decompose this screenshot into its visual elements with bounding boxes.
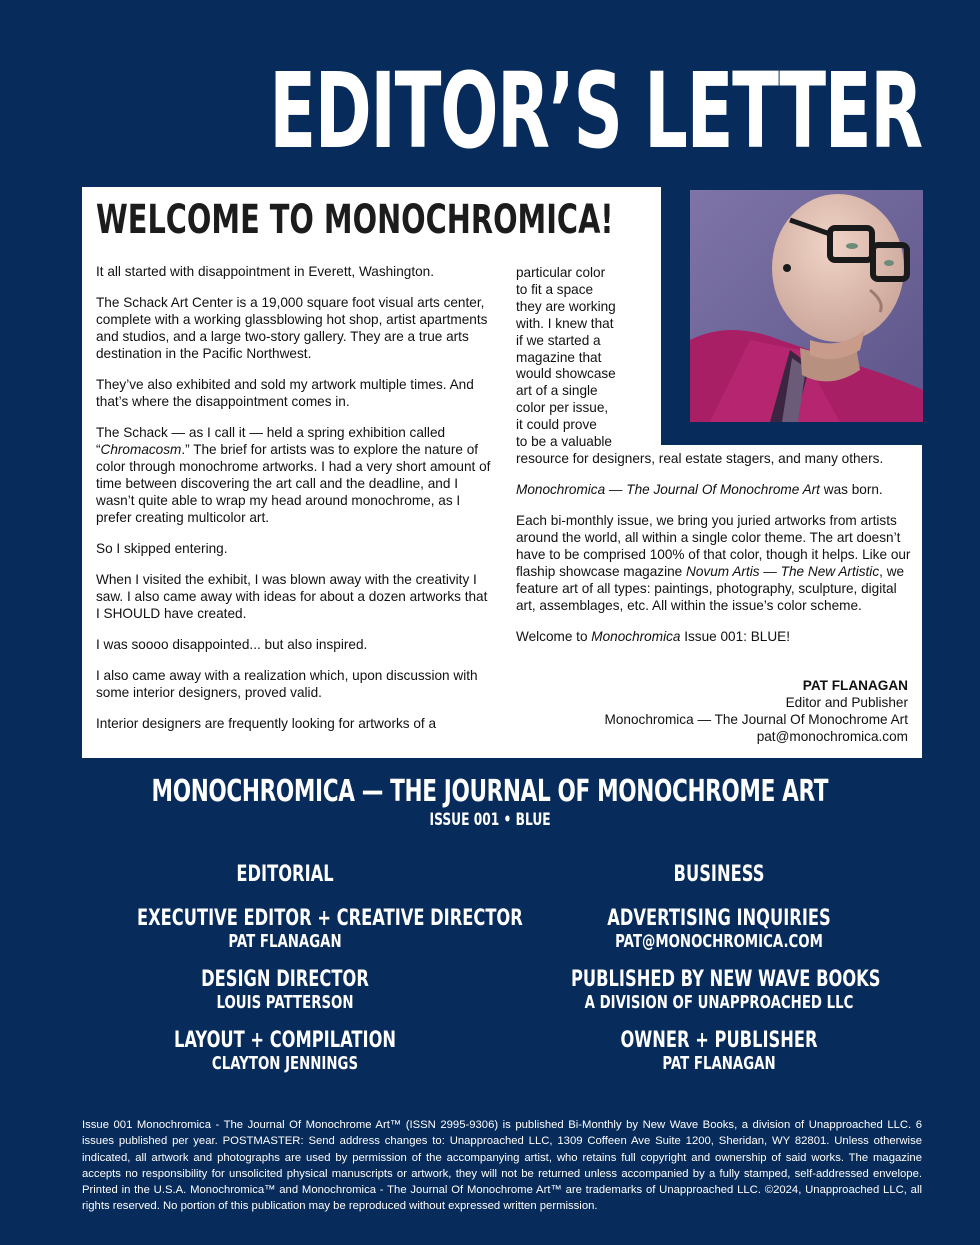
signature-email: pat@monochromica.com	[756, 729, 908, 744]
text-run: The Schack — as I call it — held a spring exhibition called “	[96, 425, 446, 457]
signature-name: PAT FLANAGAN	[802, 678, 908, 693]
masthead-title: MONOCHROMICA — THE JOURNAL OF MONOCHROME ART	[151, 774, 829, 809]
letter-paragraph: The Schack Art Center is a 19,000 square foot visual arts center, complete with a working glassblowing hot shop, artist apartments and studios, and a large two-story gallery. They are a true arts destination in the Pacific Northwest.	[96, 295, 488, 361]
credit-entry	[571, 906, 867, 953]
letter-paragraph: I was soooo disappointed... but also inspired.	[96, 637, 368, 652]
editorial-heading: EDITORIAL	[236, 862, 334, 887]
magazine-name: Novum Artis — The New Artistic	[686, 564, 880, 579]
text-line: particular color	[516, 265, 606, 280]
masthead-issue: ISSUE 001 • BLUE	[429, 810, 551, 830]
text-line: they are working	[516, 298, 616, 314]
business-credits	[519, 858, 919, 1075]
credit-role: PUBLISHED BY NEW WAVE BOOKS	[571, 967, 881, 992]
letter-heading: WELCOME TO MONOCHROMICA!	[96, 197, 614, 243]
credit-entry	[571, 1028, 867, 1075]
text-line: it could prove	[516, 417, 597, 433]
text-line: color per issue,	[516, 400, 609, 416]
credit-entry	[137, 1028, 433, 1075]
credit-name: CLAYTON JENNINGS	[211, 1053, 359, 1074]
letter-paragraph: resource for designers, real estate stagers, and many others.	[516, 451, 884, 466]
credit-name: PAT@MONOCHROMICA.COM	[615, 931, 823, 952]
text-line: with. I knew that	[516, 315, 614, 331]
editor-portrait-photo	[690, 190, 923, 422]
letter-paragraph	[96, 424, 492, 526]
credit-entry	[137, 967, 433, 1014]
text-run: was born.	[819, 482, 883, 497]
journal-name: Monochromica — The Journal Of Monochrome Art	[516, 482, 820, 497]
text-run: Issue 001: BLUE!	[680, 629, 791, 644]
letter-paragraph: When I visited the exhibit, I was blown away with the creativity I saw. I also came away with ideas for about a dozen artworks that I SHOULD have created.	[96, 572, 488, 621]
text-line: would showcase	[516, 366, 616, 382]
letter-paragraph: Interior designers are frequently looking for artworks of a	[96, 716, 437, 731]
letter-right-narrow-column	[516, 265, 666, 451]
signature-title: Editor and Publisher	[785, 695, 908, 710]
letter-paragraph: They’ve also exhibited and sold my artwork multiple times. And that’s where the disappointment comes in.	[96, 377, 474, 409]
credit-name: A DIVISION OF UNAPPROACHED LLC	[584, 992, 854, 1013]
legal-footer: Issue 001 Monochromica - The Journal Of Monochrome Art™ (ISSN 2995-9306) is published Bi-Monthly by New Wave Books, a division of Unapproached LLC. 6 issues published per year. POSTMASTER: Send address changes to: Unapproached LLC, 1309 Coffeen Ave Suite 1200, Sheridan, WY 82801. Unless otherwise indicated, all artwork and photographs are used by permission of the accompanying artist, who retains full copyright and ownership of said works. The magazine accepts no responsibility for unsolicited physical manuscripts or artwork, they will not be returned unless accompanied by a fully stamped, self-addressed envelope. Printed in the U.S.A. Monochromica™ and Monochromica - The Journal Of Monochrome Art™ are trademarks of Unapproached LLC. ©2024, Unapproached LLC, all rights reserved. No portion of this publication may be reproduced without expressed written permission.	[82, 1119, 922, 1213]
editor-letter-box	[82, 187, 922, 758]
magazine-name: Monochromica	[591, 629, 681, 644]
text-line: if we started a	[516, 332, 601, 348]
credit-name: PAT FLANAGAN	[662, 1053, 776, 1074]
text-line: to fit a space	[516, 281, 594, 297]
credit-role: ADVERTISING INQUIRIES	[607, 906, 831, 931]
credit-role: LAYOUT + COMPILATION	[173, 1028, 397, 1053]
letter-paragraph: It all started with disappointment in Everett, Washington.	[96, 264, 434, 279]
credit-entry	[571, 967, 881, 1014]
letter-paragraph: So I skipped entering.	[96, 541, 228, 556]
text-run: Welcome to	[516, 629, 592, 644]
credit-role: OWNER + PUBLISHER	[620, 1028, 818, 1053]
text-line: magazine that	[516, 349, 602, 365]
credit-entry	[137, 906, 523, 953]
letter-paragraph	[516, 628, 916, 645]
editorial-credits	[85, 858, 523, 1075]
text-run: Each bi-monthly issue, we bring you juried artworks from artists around the world, all within a single color theme. The art doesn’t have to be comprised 100% of that color, though it helps. Like our flaship showcase magazine	[516, 513, 911, 579]
credit-role: EXECUTIVE EDITOR + CREATIVE DIRECTOR	[137, 906, 523, 931]
letter-paragraph	[516, 481, 916, 498]
credit-role: DESIGN DIRECTOR	[201, 967, 369, 992]
text-run: , we feature art of all types: paintings, photography, sculpture, digital art, assemblages, etc. All within the issue’s color scheme.	[516, 564, 905, 613]
letter-paragraph	[516, 512, 916, 614]
letter-right-column	[516, 450, 916, 659]
business-heading: BUSINESS	[673, 862, 765, 887]
text-line: art of a single	[516, 383, 598, 399]
text-line: to be a valuable	[516, 434, 612, 450]
masthead-header	[0, 772, 980, 830]
letter-paragraph: I also came away with a realization which, upon discussion with some interior designers, proved valid.	[96, 668, 478, 700]
page-title: EDITOR’S LETTER	[269, 50, 922, 172]
exhibition-title: Chromacosm	[100, 442, 182, 457]
letter-left-column	[96, 263, 492, 746]
credit-name: LOUIS PATTERSON	[216, 992, 354, 1013]
text-run: .” The brief for artists was to explore the nature of color through monochrome artworks. I had a very short amount of time between discovering the art call and the deadline, and I wasn’t quite able to wrap my head around monochrome, as I prefer creating multicolor art.	[96, 442, 491, 525]
signature-publication: Monochromica — The Journal Of Monochrome Art	[604, 712, 908, 727]
signature-block	[605, 677, 908, 745]
credit-name: PAT FLANAGAN	[228, 931, 342, 952]
